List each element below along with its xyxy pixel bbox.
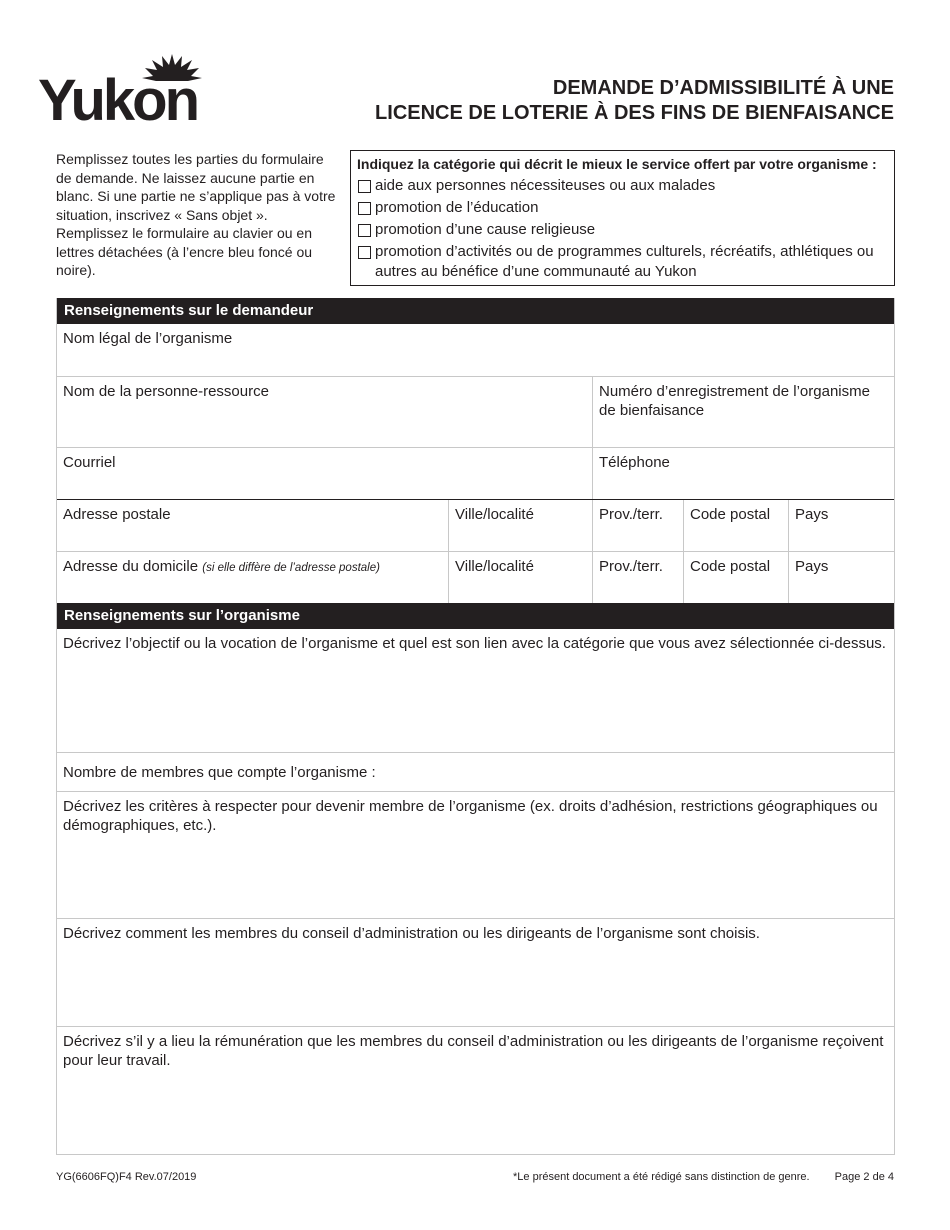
home-country-field[interactable] [788, 552, 894, 603]
field-label: Pays [795, 506, 829, 523]
field-label: Nombre de membres que compte l’organisme : [63, 764, 376, 781]
field-label: Prov./terr. [599, 558, 663, 575]
field-label: Téléphone [599, 454, 670, 471]
field-label: Ville/localité [455, 558, 534, 575]
field-label: Code postal [690, 506, 771, 523]
email-field[interactable] [57, 448, 592, 499]
remuneration-field[interactable] [57, 1027, 894, 1154]
form-title-line-1: DEMANDE D’ADMISSIBILITÉ À UNE [552, 77, 894, 99]
form-row [57, 791, 894, 918]
category-checkbox[interactable] [358, 202, 371, 215]
field-label: Courriel [63, 454, 116, 471]
category-option-label: promotion d’une cause religieuse [375, 221, 596, 238]
form-row [57, 551, 894, 603]
membership-criteria-field[interactable] [57, 792, 894, 918]
form-title-line-2: LICENCE DE LOTERIE À DES FINS DE BIENFAISANCE [375, 102, 894, 124]
instructions: Remplissez toutes les parties du formulaire de demande. Ne laissez aucune partie en blanc. Si une partie ne s’applique pas à votre situation, inscrivez « Sans objet ». Remplissez le formulaire au clavier ou en lettres détachées (à l’encre bleu foncé ou noire). [56, 151, 336, 278]
category-option [357, 242, 888, 282]
field-label: Prov./terr. [599, 506, 663, 523]
category-option-label: aide aux personnes nécessiteuses ou aux malades [375, 177, 716, 194]
category-option [357, 220, 888, 240]
section-header-organization: Renseignements sur l’organisme [57, 603, 894, 629]
category-title: Indiquez la catégorie qui décrit le mieux le service offert par votre organisme : [357, 156, 877, 172]
charity-number-field[interactable] [592, 377, 894, 447]
field-label: Numéro d’enregistrement de l’organisme de bienfaisance [599, 383, 870, 419]
form-id: YG(6606FQ)F4 Rev.07/2019 [56, 1171, 197, 1183]
mailing-address-field[interactable] [57, 500, 448, 551]
field-label: Code postal [690, 558, 771, 575]
field-label: Adresse du domicile [63, 558, 199, 575]
field-label: Ville/localité [455, 506, 534, 523]
province-field[interactable] [592, 500, 683, 551]
home-city-field[interactable] [448, 552, 592, 603]
contact-name-field[interactable] [57, 377, 592, 447]
field-label: Nom de la personne-ressource [63, 383, 269, 400]
form-row [57, 629, 894, 752]
section-header-applicant: Renseignements sur le demandeur [57, 298, 894, 324]
form-row [57, 918, 894, 1026]
form-row [57, 499, 894, 551]
form-row [57, 376, 894, 447]
members-count-field[interactable] [57, 753, 894, 791]
category-option [357, 198, 888, 218]
footer-right [513, 1171, 894, 1183]
form-row [57, 324, 894, 376]
page-number: Page 2 de 4 [834, 1171, 894, 1183]
form-row [57, 1026, 894, 1154]
field-label: Décrivez comment les membres du conseil d’administration ou les dirigeants de l’organisme sont choisis. [63, 925, 760, 942]
board-selection-field[interactable] [57, 919, 894, 1026]
category-option-label: promotion de l’éducation [375, 199, 539, 216]
field-label: Décrivez les critères à respecter pour devenir membre de l’organisme (ex. droits d’adhésion, restrictions géographiques ou démographiques, etc.). [63, 798, 878, 834]
legal-name-field[interactable] [57, 324, 894, 376]
field-label: Décrivez l’objectif ou la vocation de l’organisme et quel est son lien avec la catégorie que vous avez sélectionnée ci-dessus. [63, 635, 886, 652]
category-checkbox[interactable] [358, 180, 371, 193]
field-label: Nom légal de l’organisme [63, 330, 233, 347]
home-address-field[interactable] [57, 552, 448, 603]
category-box [350, 150, 895, 286]
category-checkbox[interactable] [358, 224, 371, 237]
city-field[interactable] [448, 500, 592, 551]
application-form [56, 298, 895, 1155]
home-province-field[interactable] [592, 552, 683, 603]
home-postal-code-field[interactable] [683, 552, 788, 603]
country-field[interactable] [788, 500, 894, 551]
field-note: (si elle diffère de l’adresse postale) [202, 562, 380, 574]
gender-note: *Le présent document a été rédigé sans distinction de genre. [513, 1171, 810, 1183]
phone-field[interactable] [592, 448, 894, 499]
postal-code-field[interactable] [683, 500, 788, 551]
form-row [57, 752, 894, 791]
category-option [357, 176, 888, 196]
yukon-logo [38, 54, 214, 133]
category-option-label: promotion d’activités ou de programmes culturels, récréatifs, athlétiques ou autres au bénéfice d’une communauté au Yukon [375, 243, 874, 280]
field-label: Décrivez s’il y a lieu la rémunération que les membres du conseil d’administration ou les dirigeants de l’organisme reçoivent pour leur travail. [63, 1033, 884, 1069]
category-checkbox[interactable] [358, 246, 371, 259]
field-label: Pays [795, 558, 829, 575]
form-row [57, 447, 894, 499]
logo-wordmark: Yukon [38, 68, 198, 133]
purpose-field[interactable] [57, 629, 894, 752]
form-title [375, 76, 894, 126]
field-label: Adresse postale [63, 506, 171, 523]
